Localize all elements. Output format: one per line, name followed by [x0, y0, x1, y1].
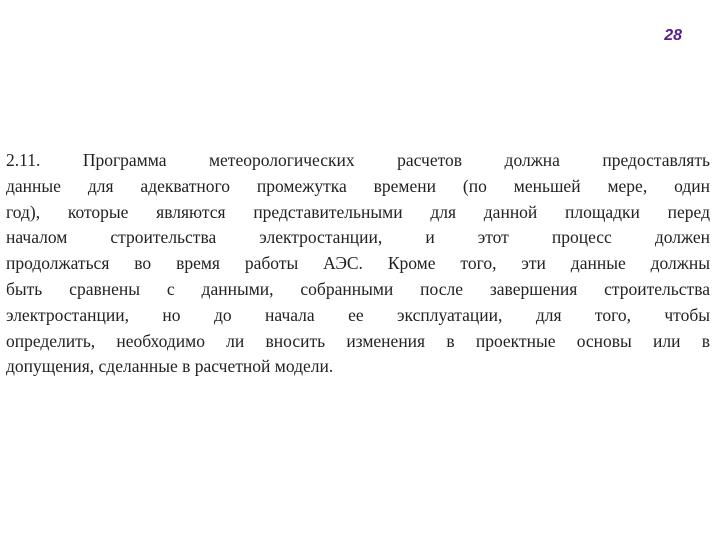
paragraph-line: год), которые являются представительными для данной площадки перед	[6, 201, 710, 222]
paragraph-line: продолжаться во время работы АЭС. Кроме того, эти данные должны	[6, 253, 710, 274]
section-paragraph	[6, 148, 710, 380]
paragraph-line: данные для адекватного промежутка времени (по меньшей мере, один	[6, 175, 710, 196]
paragraph-line: допущения, сделанные в расчетной модели.	[6, 356, 334, 377]
paragraph-line: началом строительства электростанции, и этот процесс должен	[6, 227, 710, 248]
paragraph-line: определить, необходимо ли вносить изменения в проектные основы или в	[6, 330, 710, 351]
paragraph-line: быть сравнены с данными, собранными после завершения строительства	[6, 278, 710, 299]
paragraph-line: 2.11. Программа метеорологических расчетов должна предоставлять	[6, 150, 710, 170]
page-number: 28	[664, 27, 682, 44]
paragraph-line: электростанции, но до начала ее эксплуатации, для того, чтобы	[6, 304, 710, 325]
